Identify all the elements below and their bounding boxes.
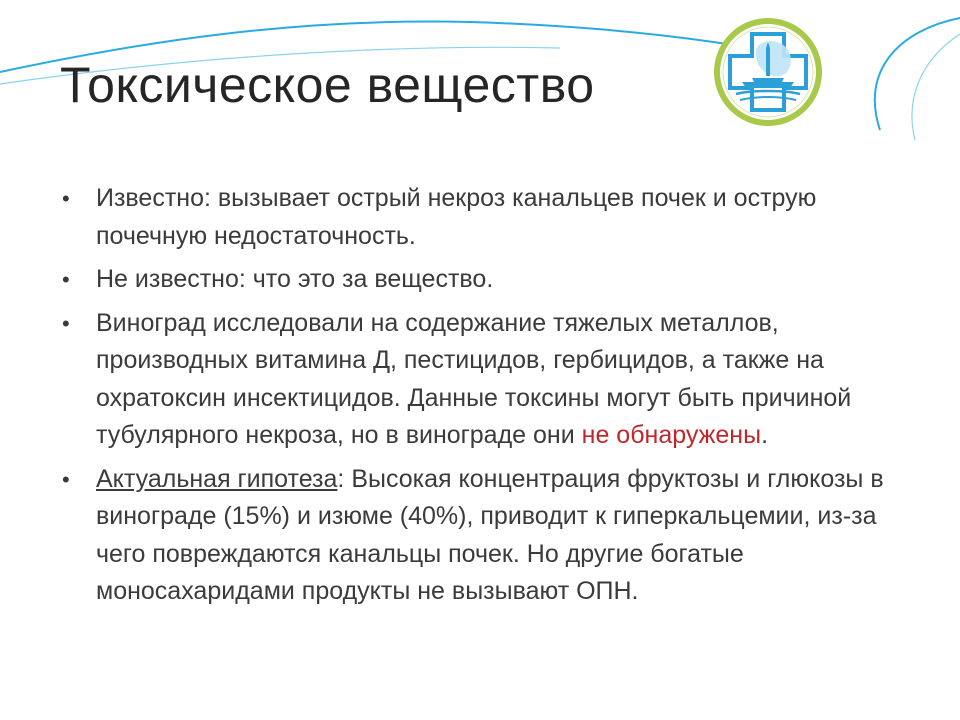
bullet-text: : Высокая концентрация фруктозы и глюкозы в винограде (15%) и изюме (40%), приводит к гиперкальцемии, из-за чего повреждаются канальцы почек. Но другие богатые моносахаридами продукты не вызывают ОПН.	[96, 464, 884, 605]
bullet-dot-icon: •	[62, 310, 70, 336]
hypothesis-label: Актуальная гипотеза	[96, 464, 338, 493]
bullet-item-hypothesis	[56, 461, 916, 611]
bullet-item-unknown	[56, 261, 916, 299]
slide-title: Токсическое вещество	[60, 57, 595, 113]
bullet-item-known	[56, 180, 916, 255]
bullet-text-end: .	[761, 421, 769, 449]
bullet-dot-icon: •	[62, 267, 70, 292]
bullet-dot-icon: •	[62, 466, 70, 492]
highlight-not-found: не обнаружены	[581, 421, 762, 449]
bullet-item-grapes-tested	[56, 305, 916, 455]
bullet-text: Не известно: что это за вещество.	[96, 265, 494, 293]
bullet-dot-icon: •	[62, 186, 70, 211]
bullet-text: Известно: вызывает острый некроз канальцев почек и острую почечную недостаточность.	[96, 184, 817, 250]
medical-cross-logo-icon	[712, 16, 824, 128]
bullet-list	[56, 180, 916, 617]
bullet-text: Виноград исследовали на содержание тяжелых металлов, производных витамина Д, пестицидов, гербицидов, а также на охратоксин инсектицидов. Данные токсины могут быть причиной тубулярного некроза, но в винограде они	[96, 308, 852, 449]
